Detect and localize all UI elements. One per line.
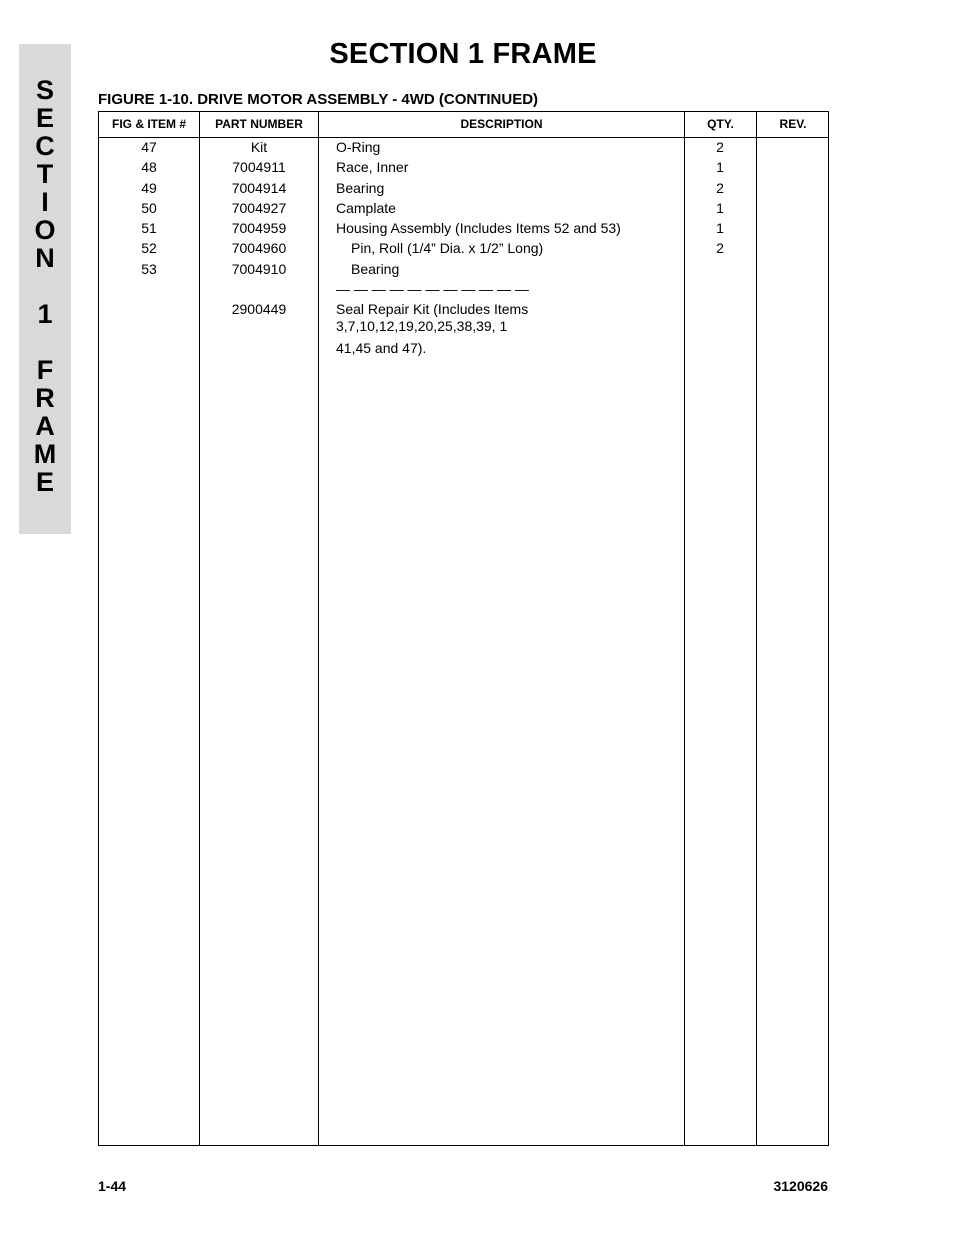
item-number: 51	[141, 220, 157, 236]
part-number: 7004914	[231, 180, 287, 196]
side-tab-letter: E	[35, 467, 54, 497]
quantity: 1	[716, 200, 724, 216]
side-tab-letter: 1	[37, 299, 53, 329]
description: Bearing	[336, 180, 385, 196]
description: 3,7,10,12,19,20,25,38,39, 1	[336, 318, 508, 334]
side-tab-letter: E	[35, 103, 54, 133]
header-divider	[99, 137, 828, 138]
side-tab-letter: F	[36, 355, 54, 385]
column-divider	[318, 112, 319, 1145]
part-number: 7004910	[231, 261, 287, 277]
header-qty: QTY.	[707, 117, 734, 131]
quantity: 1	[716, 159, 724, 175]
section-side-tab-text	[19, 76, 71, 496]
part-number: 7004960	[231, 240, 287, 256]
side-tab-letter: M	[33, 439, 57, 469]
document-number: 3120626	[773, 1178, 828, 1194]
parts-table	[98, 111, 829, 1146]
part-number: Kit	[250, 139, 268, 155]
side-tab-letter: I	[41, 187, 49, 217]
description: Seal Repair Kit (Includes Items	[336, 301, 529, 317]
description: Race, Inner	[336, 159, 409, 175]
quantity: 2	[716, 240, 724, 256]
description: Housing Assembly (Includes Items 52 and 53)	[336, 220, 621, 236]
quantity: 2	[716, 139, 724, 155]
column-divider	[756, 112, 757, 1145]
header-rev: REV.	[779, 117, 807, 131]
part-number: 2900449	[231, 301, 287, 317]
quantity: 1	[716, 220, 724, 236]
part-number: 7004927	[231, 200, 287, 216]
item-number: 50	[141, 200, 157, 216]
item-number: 52	[141, 240, 157, 256]
side-tab-letter: O	[34, 215, 56, 245]
page-number: 1-44	[98, 1178, 127, 1194]
description: 41,45 and 47).	[336, 340, 427, 356]
page-title: SECTION 1 FRAME	[329, 38, 597, 70]
part-number: 7004911	[232, 159, 286, 175]
side-tab-letter: S	[35, 75, 54, 105]
description: Pin, Roll (1/4” Dia. x 1/2” Long)	[351, 240, 544, 256]
header-description: DESCRIPTION	[460, 117, 543, 131]
header-part-number: PART NUMBER	[215, 117, 303, 131]
header-item: FIG & ITEM #	[111, 117, 186, 131]
separator-dashes: — — — — — — — — — — —	[336, 281, 529, 297]
figure-title: FIGURE 1-10. DRIVE MOTOR ASSEMBLY - 4WD (CONTINUED)	[98, 91, 539, 108]
side-tab-letter: N	[35, 243, 55, 273]
quantity: 2	[716, 180, 724, 196]
description: Bearing	[351, 261, 400, 277]
item-number: 53	[141, 261, 157, 277]
item-number: 48	[141, 159, 157, 175]
description: O-Ring	[336, 139, 381, 155]
side-tab-letter: C	[35, 131, 55, 161]
item-number: 49	[141, 180, 157, 196]
part-number: 7004959	[231, 220, 287, 236]
side-tab-letter: T	[36, 159, 54, 189]
description: Camplate	[336, 200, 396, 216]
column-divider	[684, 112, 685, 1145]
side-tab-letter: R	[35, 383, 55, 413]
item-number: 47	[141, 139, 157, 155]
side-tab-letter: A	[35, 411, 55, 441]
